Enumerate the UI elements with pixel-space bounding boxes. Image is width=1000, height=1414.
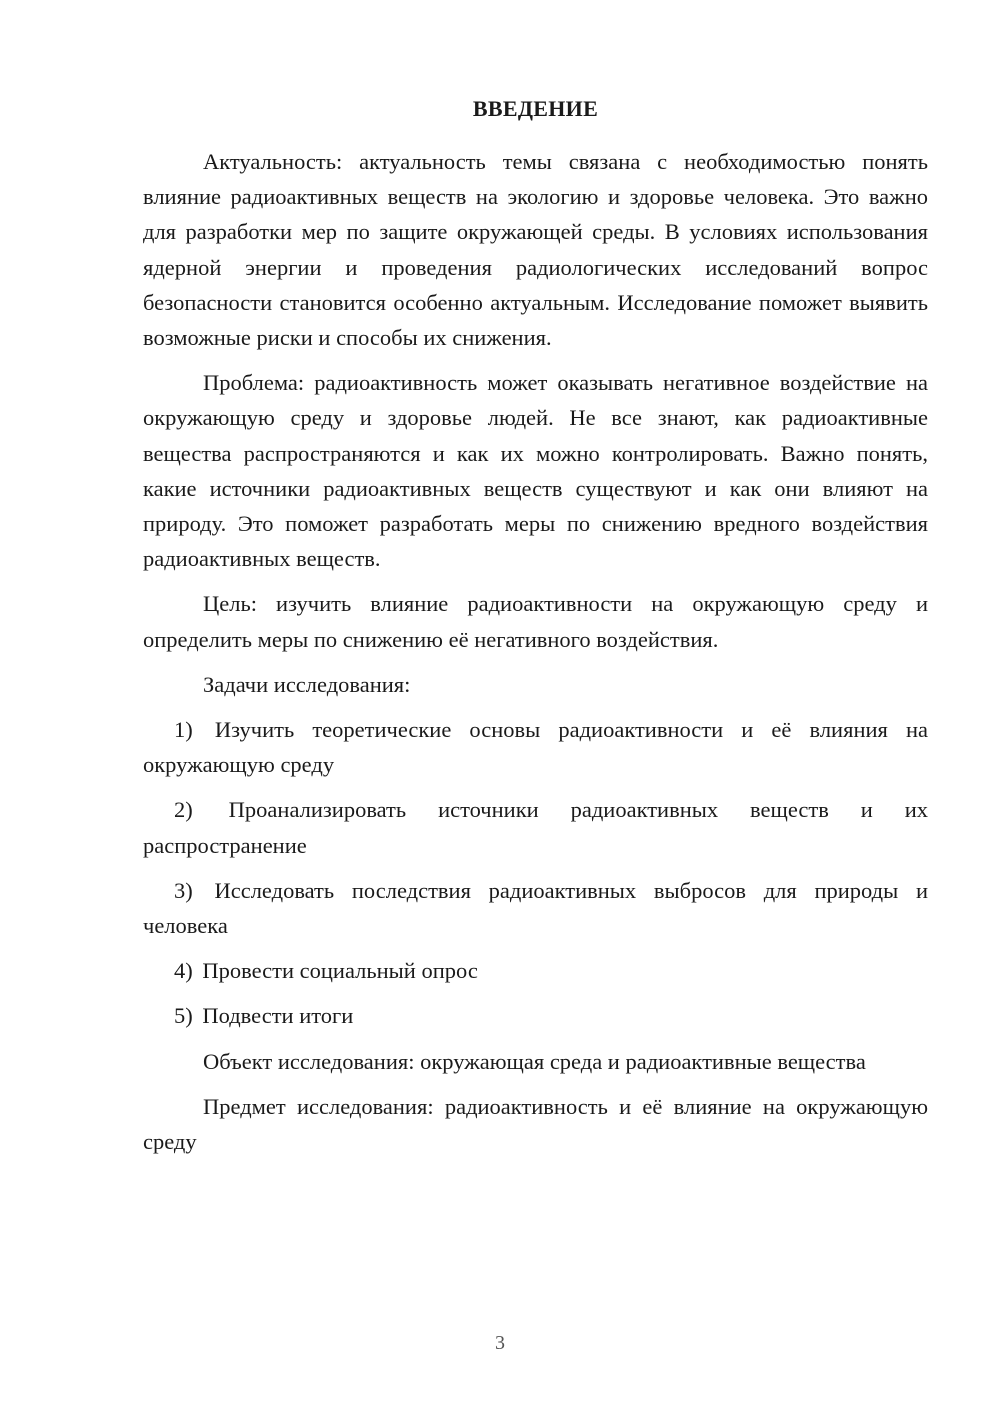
task-item-5: [143, 998, 928, 1033]
page-number: 3: [495, 1332, 505, 1354]
task-text: Проанализировать источники радиоактивных веществ и их распространение: [143, 797, 928, 858]
task-item-1: [143, 712, 928, 782]
subject-paragraph: Предмет исследования: радиоактивность и её влияние на окружающую среду: [143, 1093, 928, 1155]
object-paragraph: Объект исследования: окружающая среда и радиоактивные вещества: [203, 1048, 866, 1074]
task-text: Подвести итоги: [202, 1003, 354, 1029]
task-number: 1): [174, 717, 193, 743]
task-number: 4): [174, 958, 193, 984]
problem-paragraph: Проблема: радиоактивность может оказывать негативное воздействие на окружающую среду и здоровье людей. Не все знают, как радиоактивные вещества распространяются и как их можно контролировать. Важно понять, какие источники радиоактивных веществ существуют и как они влияют на природу. Это поможет разработать меры по снижению вредного воздействия радиоактивных веществ.: [143, 370, 928, 572]
goal-paragraph: Цель: изучить влияние радиоактивности на окружающую среду и определить меры по снижению её негативного воздействия.: [143, 591, 928, 652]
task-number: 2): [174, 797, 193, 823]
task-item-2: [143, 792, 928, 862]
relevance-paragraph: Актуальность: актуальность темы связана с необходимостью понять влияние радиоактивных веществ на экологию и здоровье человека. Это важно для разработки мер по защите окружающей среды. В условиях использования ядерной энергии и проведения радиологических исследований вопрос безопасности становится особенно актуальным. Исследование поможет выявить возможные риски и способы их снижения.: [143, 149, 928, 351]
page-title: ВВЕДЕНИЕ: [472, 96, 599, 121]
task-text: Провести социальный опрос: [202, 958, 478, 984]
task-number: 5): [174, 1003, 193, 1029]
task-item-4: [143, 953, 928, 988]
document-page: [143, 94, 928, 1169]
task-number: 3): [174, 877, 193, 903]
task-text: Изучить теоретические основы радиоактивности и её влияния на окружающую среду: [143, 717, 929, 778]
task-text: Исследовать последствия радиоактивных выбросов для природы и человека: [143, 877, 928, 939]
tasks-heading: Задачи исследования:: [203, 671, 411, 697]
task-item-3: [143, 873, 928, 943]
